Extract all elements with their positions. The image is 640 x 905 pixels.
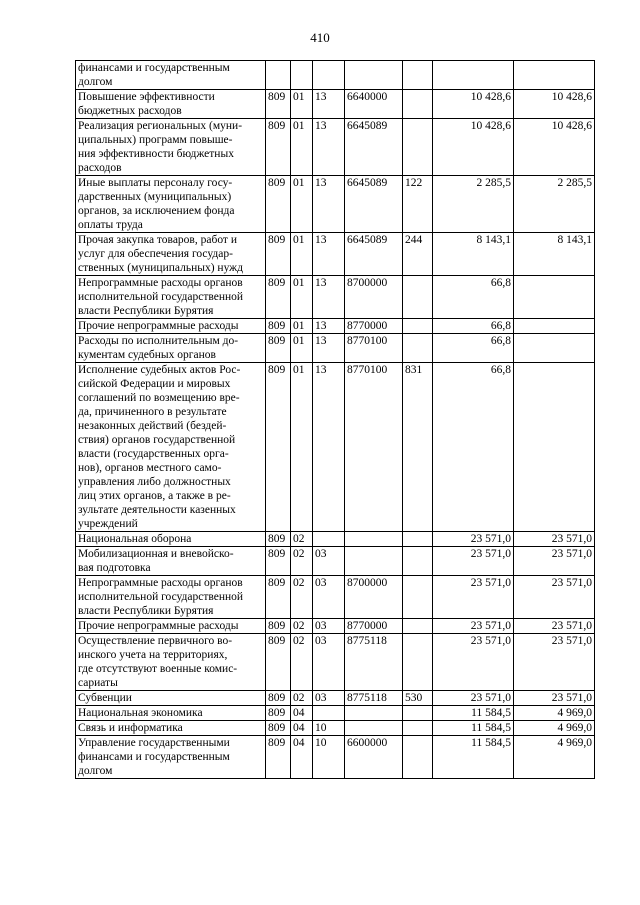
cell-target-item: 8770100 [345,334,403,363]
cell-name: Субвенции [76,691,266,706]
table-row [76,334,595,363]
table-row [76,61,595,90]
cell-amount-1: 23 571,0 [433,619,514,634]
cell-expense-type: 244 [403,233,433,276]
cell-target-item: 6640000 [345,90,403,119]
cell-subsection: 13 [313,176,345,233]
cell-expense-type [403,706,433,721]
table-row [76,691,595,706]
cell-expense-type [403,90,433,119]
cell-target-item: 8775118 [345,634,403,691]
cell-subsection: 13 [313,363,345,532]
cell-amount-2: 23 571,0 [514,547,595,576]
cell-amount-2 [514,363,595,532]
cell-name: Расходы по исполнительным до- кументам судебных органов [76,334,266,363]
cell-name: Реализация региональных (муни- ципальных) программ повыше- ния эффективности бюджетных расходов [76,119,266,176]
cell-section: 01 [291,319,313,334]
cell-admin-code: 809 [266,619,291,634]
cell-admin-code: 809 [266,276,291,319]
cell-section: 01 [291,276,313,319]
cell-expense-type: 831 [403,363,433,532]
cell-expense-type [403,532,433,547]
cell-subsection: 10 [313,736,345,779]
cell-amount-2: 2 285,5 [514,176,595,233]
cell-expense-type [403,736,433,779]
budget-table [75,60,595,779]
cell-amount-1: 10 428,6 [433,119,514,176]
cell-admin-code: 809 [266,691,291,706]
table-body [76,61,595,779]
cell-section: 01 [291,90,313,119]
cell-amount-2 [514,319,595,334]
cell-name: Прочие непрограммные расходы [76,319,266,334]
cell-expense-type: 530 [403,691,433,706]
cell-target-item [345,532,403,547]
cell-expense-type [403,721,433,736]
cell-amount-1: 66,8 [433,334,514,363]
cell-admin-code: 809 [266,532,291,547]
cell-section: 04 [291,736,313,779]
cell-amount-2: 8 143,1 [514,233,595,276]
cell-name: финансами и государственным долгом [76,61,266,90]
cell-subsection [313,61,345,90]
table-row [76,90,595,119]
table-row [76,619,595,634]
cell-target-item: 6600000 [345,736,403,779]
cell-name: Прочая закупка товаров, работ и услуг для обеспечения государ- ственных (муниципальных) нужд [76,233,266,276]
cell-admin-code: 809 [266,334,291,363]
cell-subsection: 13 [313,233,345,276]
cell-target-item: 6645089 [345,119,403,176]
cell-admin-code: 809 [266,721,291,736]
cell-amount-1: 2 285,5 [433,176,514,233]
table-row [76,736,595,779]
cell-section: 02 [291,619,313,634]
cell-section: 02 [291,634,313,691]
cell-expense-type [403,119,433,176]
cell-target-item: 8770100 [345,363,403,532]
table-row [76,363,595,532]
cell-target-item: 6645089 [345,176,403,233]
cell-subsection: 03 [313,576,345,619]
cell-admin-code: 809 [266,363,291,532]
cell-amount-1: 23 571,0 [433,691,514,706]
table-row [76,233,595,276]
cell-target-item: 6645089 [345,233,403,276]
table-row [76,721,595,736]
cell-expense-type [403,334,433,363]
table-row [76,119,595,176]
cell-amount-2: 10 428,6 [514,90,595,119]
cell-amount-1 [433,61,514,90]
cell-amount-2: 23 571,0 [514,532,595,547]
cell-amount-2: 23 571,0 [514,619,595,634]
cell-amount-1: 66,8 [433,276,514,319]
cell-section: 01 [291,176,313,233]
cell-name: Повышение эффективности бюджетных расходов [76,90,266,119]
cell-section: 04 [291,706,313,721]
cell-name: Управление государственными финансами и государственным долгом [76,736,266,779]
cell-amount-1: 23 571,0 [433,634,514,691]
cell-amount-1: 10 428,6 [433,90,514,119]
cell-admin-code: 809 [266,233,291,276]
cell-amount-1: 11 584,5 [433,736,514,779]
cell-name: Национальная экономика [76,706,266,721]
cell-amount-1: 23 571,0 [433,547,514,576]
cell-admin-code: 809 [266,576,291,619]
table-row [76,176,595,233]
table-row [76,634,595,691]
cell-name: Осуществление первичного во- инского учета на территориях, где отсутствуют военные комис- сариаты [76,634,266,691]
cell-admin-code: 809 [266,547,291,576]
cell-subsection: 13 [313,334,345,363]
cell-subsection [313,706,345,721]
cell-admin-code [266,61,291,90]
cell-subsection: 03 [313,634,345,691]
cell-section [291,61,313,90]
cell-target-item: 8775118 [345,691,403,706]
cell-admin-code: 809 [266,119,291,176]
cell-amount-2 [514,276,595,319]
cell-name: Непрограммные расходы органов исполнительной государственной власти Республики Бурятия [76,276,266,319]
cell-name: Исполнение судебных актов Рос- сийской Федерации и мировых соглашений по возмещению вре- да, причиненного в результате незаконных действий (бездей- ствия) органов государственной власти (государственных орга- нов), органов местного само- управления либо должностных лиц этих органов, а также в ре- зультате деятельности казенных учреждений [76,363,266,532]
cell-name: Прочие непрограммные расходы [76,619,266,634]
cell-subsection: 10 [313,721,345,736]
cell-expense-type: 122 [403,176,433,233]
cell-admin-code: 809 [266,319,291,334]
cell-admin-code: 809 [266,706,291,721]
cell-subsection: 13 [313,276,345,319]
cell-admin-code: 809 [266,90,291,119]
cell-amount-1: 66,8 [433,319,514,334]
cell-section: 01 [291,119,313,176]
cell-amount-2: 10 428,6 [514,119,595,176]
cell-amount-2 [514,61,595,90]
cell-target-item: 8770000 [345,619,403,634]
cell-amount-1: 11 584,5 [433,721,514,736]
cell-name: Иные выплаты персоналу госу- дарственных (муниципальных) органов, за исключением фонда оплаты труда [76,176,266,233]
cell-expense-type [403,276,433,319]
table-row [76,576,595,619]
cell-expense-type [403,634,433,691]
cell-target-item: 8700000 [345,276,403,319]
page-number: 410 [310,30,330,45]
cell-name: Связь и информатика [76,721,266,736]
cell-subsection: 13 [313,319,345,334]
cell-section: 02 [291,532,313,547]
cell-admin-code: 809 [266,176,291,233]
cell-amount-1: 23 571,0 [433,576,514,619]
cell-amount-2: 4 969,0 [514,721,595,736]
cell-expense-type [403,576,433,619]
cell-admin-code: 809 [266,634,291,691]
cell-amount-1: 23 571,0 [433,532,514,547]
cell-amount-2: 23 571,0 [514,634,595,691]
table-row [76,276,595,319]
cell-target-item [345,61,403,90]
cell-amount-2: 23 571,0 [514,576,595,619]
table-row [76,706,595,721]
cell-name: Мобилизационная и вневойско- вая подготовка [76,547,266,576]
cell-subsection: 03 [313,547,345,576]
cell-section: 01 [291,363,313,532]
cell-expense-type [403,619,433,634]
cell-section: 01 [291,334,313,363]
cell-amount-2: 4 969,0 [514,706,595,721]
cell-section: 01 [291,233,313,276]
cell-section: 02 [291,547,313,576]
cell-amount-1: 66,8 [433,363,514,532]
cell-section: 02 [291,691,313,706]
cell-amount-2: 4 969,0 [514,736,595,779]
cell-section: 04 [291,721,313,736]
cell-target-item: 8700000 [345,576,403,619]
cell-expense-type [403,319,433,334]
cell-name: Национальная оборона [76,532,266,547]
cell-subsection: 03 [313,619,345,634]
cell-subsection: 13 [313,90,345,119]
cell-amount-2 [514,334,595,363]
cell-target-item [345,547,403,576]
cell-amount-2: 23 571,0 [514,691,595,706]
cell-expense-type [403,547,433,576]
cell-amount-1: 11 584,5 [433,706,514,721]
cell-target-item [345,721,403,736]
cell-target-item: 8770000 [345,319,403,334]
cell-target-item [345,706,403,721]
table-row [76,532,595,547]
table-row [76,547,595,576]
table-row [76,319,595,334]
cell-name: Непрограммные расходы органов исполнительной государственной власти Республики Бурятия [76,576,266,619]
cell-subsection: 13 [313,119,345,176]
cell-admin-code: 809 [266,736,291,779]
cell-subsection: 03 [313,691,345,706]
cell-expense-type [403,61,433,90]
cell-subsection [313,532,345,547]
cell-amount-1: 8 143,1 [433,233,514,276]
cell-section: 02 [291,576,313,619]
